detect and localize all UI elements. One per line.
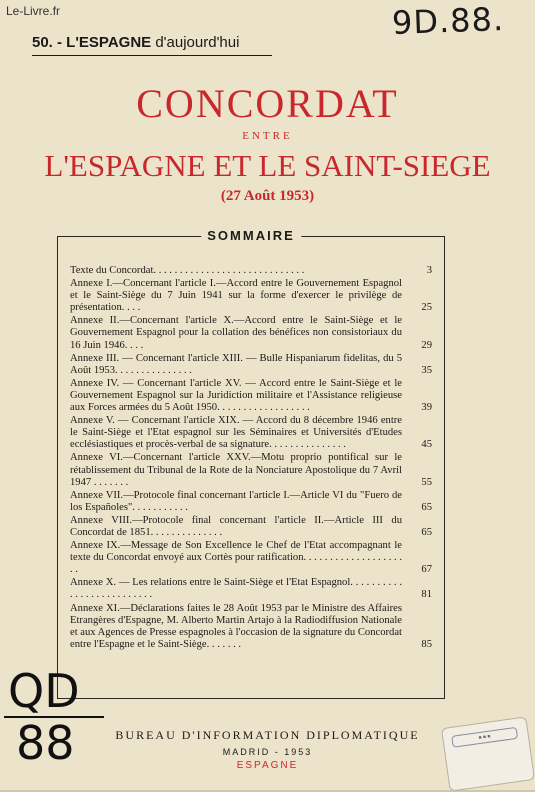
toc-entry — [70, 353, 432, 377]
toc-entry — [70, 490, 432, 514]
toc-entry-page: 45 — [421, 439, 432, 451]
title-date: (27 Août 1953) — [220, 188, 315, 204]
toc-entry-page: 85 — [421, 638, 432, 650]
toc-entry — [70, 315, 432, 351]
toc-entry-text: Annexe IV. — Concernant l'article XV. — Accord entre le Saint-Siège et le Gouvernement Espagnol sur la Juridiction militaire et l'Assistance religieuse aux Forces armées du 5 Août 1950. . . . . . . . . . . . . . . . . . — [70, 377, 402, 414]
toc-entry-text: Annexe II.—Concernant l'article X.—Accord entre le Saint-Siège et le Gouvernement Espagnol pour la collation des bénéfices non consistoriaux du 16 Juin 1946. . . . — [70, 315, 402, 351]
toc-entry-page: 3 — [426, 265, 432, 276]
toc-entry-page: 25 — [421, 302, 432, 314]
toc-entry-page: 67 — [421, 564, 432, 576]
title-connector: ENTRE — [242, 130, 293, 142]
toc-entry-page: 55 — [421, 476, 432, 488]
toc-entry-page: 35 — [421, 364, 432, 376]
toc-entry — [70, 415, 432, 451]
toc-entry-text: Annexe V. — Concernant l'article XIX. — Accord du 8 décembre 1946 entre le Saint-Siège et l'Etat espagnol sur les Séminaires et Universités d'Etudes ecclésiastiques et procès-verbal de sa signature. . . . . . . . . . . . . . . — [70, 415, 402, 451]
toc-entry-page: 65 — [421, 526, 432, 538]
toc-entry-page: 39 — [421, 402, 432, 414]
publisher-name: BUREAU D'INFORMATION DIPLOMATIQUE — [115, 728, 420, 742]
toc-entry-page: 29 — [421, 339, 432, 351]
toc-entry-text: Annexe III. — Concernant l'article XIII. — Bulle Hispaniarum fidelitas, du 5 Août 1953. . . . . . . . . . . . . . . — [70, 352, 402, 376]
title-parties: L'ESPAGNE ET LE SAINT-SIEGE — [44, 148, 491, 183]
toc-entry — [70, 452, 432, 488]
toc-entry-text: Annexe XI.—Déclarations faites le 28 Août 1953 par le Ministre des Affaires Etrangères d'Espagne, M. Alberto Martin Artajo à la Radiodiffusion Nationale et aux Agences de Presse espagnoles à l'occasion de la signature du Concordat entre l'Espagne et le Saint-Siège. . . . . . . — [70, 602, 402, 650]
publication-place-year: MADRID - 1953 — [222, 747, 313, 757]
toc-entry-text: Annexe I.—Concernant l'article I.—Accord entre le Gouvernement Espagnol et le Saint-Siège du 7 Juin 1941 sur la forme d'exercer le privilège de présentation. . . . — [70, 278, 402, 314]
series-title — [32, 34, 239, 51]
library-sticker-label: ■ ■ ■ — [451, 727, 518, 748]
series-suffix: d'aujourd'hui — [155, 34, 240, 51]
toc-entry-text: Annexe VII.—Protocole final concernant l'article I.—Article VI du "Fuero de los Españoles". . . . . . . . . . . — [70, 489, 402, 513]
toc-list — [70, 265, 432, 651]
toc-entry — [70, 265, 432, 277]
handwritten-catalog-number: 9D.88. — [391, 0, 505, 42]
toc-entry-page: 81 — [421, 589, 432, 601]
series-prefix: 50. - L'ESPAGNE — [32, 34, 152, 51]
toc-entry — [70, 577, 432, 601]
toc-entry-text: Annexe VI.—Concernant l'article XXV.—Motu proprio pontifical sur le rétablissement du Tribunal de la Rote de la Nonciature Apostolique du 7 Avril 1947 . . . . . . . — [70, 452, 402, 488]
toc-entry — [70, 278, 432, 314]
table-of-contents — [57, 228, 445, 699]
toc-entry-text: Annexe IX.—Message de Son Excellence le Chef de l'Etat accompagnant le texte du Concordat envoyé aux Cortès pour ratification. . . . . . . . . . . . . . . . . . . . . — [70, 540, 402, 576]
main-title: CONCORDAT — [136, 81, 399, 126]
handwritten-shelfmark-line2: 88 — [16, 716, 75, 770]
watermark-stamp: Le-Livre.fr — [6, 4, 61, 18]
publication-country: ESPAGNE — [236, 760, 299, 771]
toc-entry — [70, 603, 432, 651]
toc-entry-text: Texte du Concordat. . . . . . . . . . . . . . . . . . . . . . . . . . . . . — [70, 265, 305, 276]
toc-entry — [70, 378, 432, 414]
handwritten-shelfmark-line1: QD — [8, 664, 80, 718]
library-sticker — [441, 716, 535, 791]
toc-entry-page: 65 — [421, 501, 432, 513]
toc-entry — [70, 515, 432, 539]
toc-entry-text: Annexe X. — Les relations entre le Saint-Siège et l'Etat Espagnol. . . . . . . . . . . . . . . . . . . . . . . . . . — [70, 577, 402, 601]
toc-entry-text: Annexe VIII.—Protocole final concernant l'article II.—Article III du Concordat de 1851. . . . . . . . . . . . . . — [70, 514, 402, 538]
toc-entry — [70, 540, 432, 576]
toc-heading: SOMMAIRE — [201, 228, 301, 243]
series-underline — [32, 55, 272, 56]
